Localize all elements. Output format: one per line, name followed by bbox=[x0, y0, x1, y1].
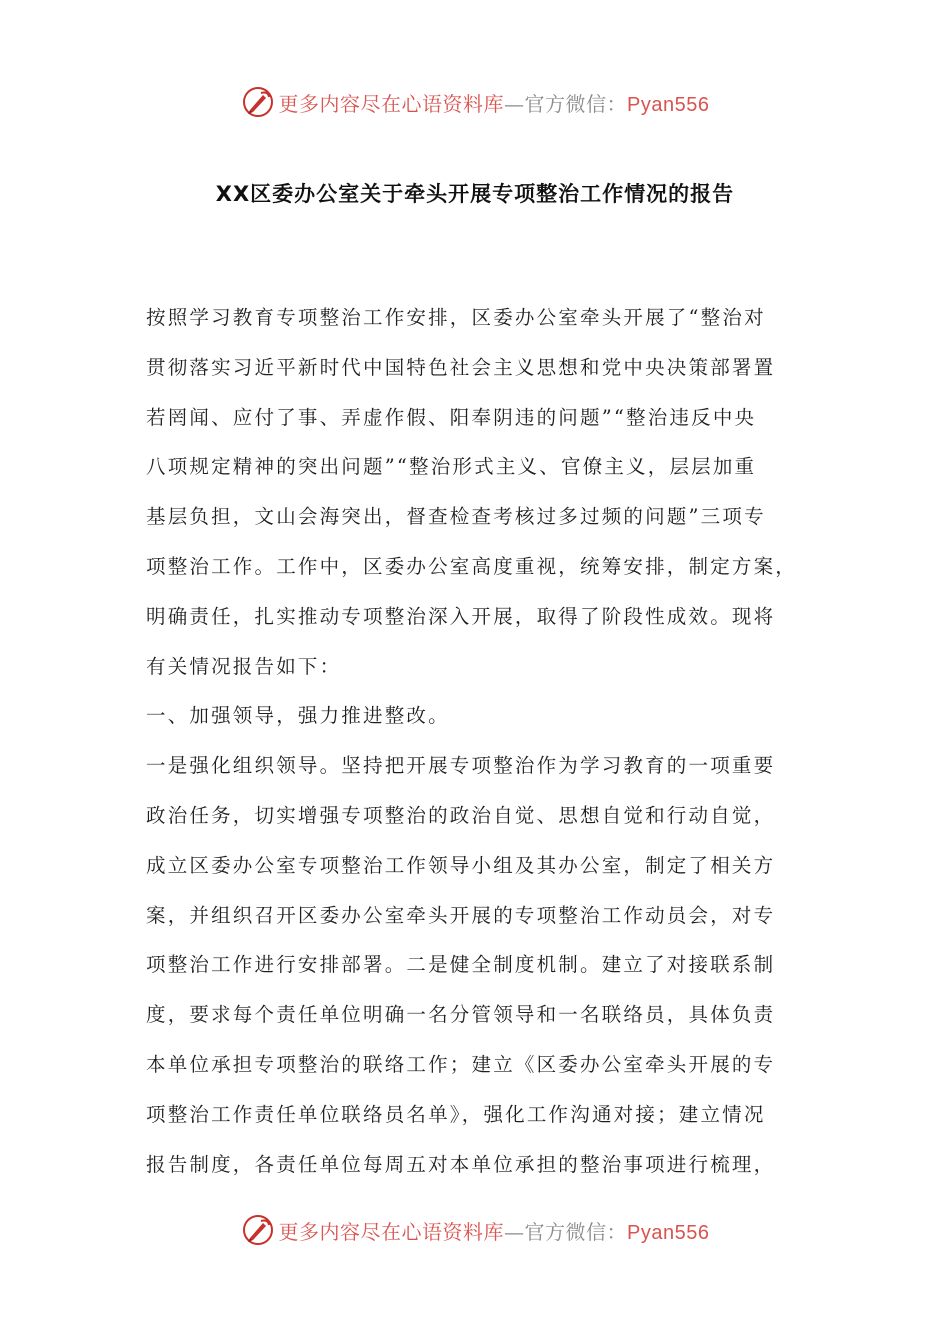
body-line: 项整治工作。工作中，区委办公室高度重视，统筹安排，制定方案， bbox=[146, 554, 798, 578]
body-line: 项整治工作责任单位联络员名单》，强化工作沟通对接；建立情况 bbox=[146, 1102, 766, 1126]
banner-dash: — bbox=[504, 1219, 525, 1244]
body-line: 若罔闻、应付了事、弄虚作假、阳奉阴违的问题”“整治违反中央 bbox=[146, 405, 757, 429]
body-line: 一是强化组织领导。坚持把开展专项整治作为学习教育的一项重要 bbox=[146, 754, 776, 778]
banner-text bbox=[279, 88, 710, 117]
body-line: 度，要求每个责任单位明确一名分管领导和一名联络员，具体负责 bbox=[146, 1003, 776, 1027]
body-line: 八项规定精神的突出问题”“整治形式主义、官僚主义，层层加重 bbox=[146, 455, 757, 479]
banner-label: 官方微信： bbox=[524, 91, 628, 116]
banner-prefix: 更多内容尽在心语资料库 bbox=[278, 1219, 505, 1244]
banner-wechat-id: Pyan556 bbox=[627, 93, 710, 116]
body-line: 案，并组织召开区委办公室牵头开展的专项整治工作动员会，对专 bbox=[146, 903, 776, 927]
banner-wechat-id: Pyan556 bbox=[627, 1221, 710, 1244]
body-line: 成立区委办公室专项整治工作领导小组及其办公室，制定了相关方 bbox=[146, 853, 776, 877]
banner-prefix: 更多内容尽在心语资料库 bbox=[278, 91, 505, 116]
pen-logo-icon bbox=[241, 1213, 275, 1247]
banner-text bbox=[279, 1216, 710, 1245]
body-line: 政治任务，切实增强专项整治的政治自觉、思想自觉和行动自觉， bbox=[146, 803, 776, 827]
body-line: 项整治工作进行安排部署。二是健全制度机制。建立了对接联系制 bbox=[146, 953, 776, 977]
document-title: XX区委办公室关于牵头开展专项整治工作情况的报告 bbox=[215, 182, 735, 206]
body-line: 按照学习教育专项整治工作安排，区委办公室牵头开展了“整治对 bbox=[146, 306, 766, 329]
banner-dash: — bbox=[504, 91, 525, 116]
body-line: 报告制度，各责任单位每周五对本单位承担的整治事项进行梳理， bbox=[146, 1152, 776, 1176]
footer-watermark-banner bbox=[0, 1210, 950, 1250]
body-line: 明确责任，扎实推动专项整治深入开展，取得了阶段性成效。现将 bbox=[146, 604, 776, 628]
pen-logo-icon bbox=[241, 85, 275, 119]
body-line: 本单位承担专项整治的联络工作；建立《区委办公室牵头开展的专 bbox=[146, 1052, 776, 1076]
body-line: 基层负担，文山会海突出，督查检查考核过多过频的问题”三项专 bbox=[146, 505, 766, 529]
section-heading: 一、加强领导，强力推进整改。 bbox=[146, 704, 450, 728]
body-line: 贯彻落实习近平新时代中国特色社会主义思想和党中央决策部署置 bbox=[146, 355, 776, 379]
header-watermark-banner bbox=[0, 82, 950, 122]
banner-label: 官方微信： bbox=[524, 1219, 628, 1244]
document-body bbox=[146, 300, 806, 1196]
body-line: 有关情况报告如下： bbox=[146, 654, 342, 678]
